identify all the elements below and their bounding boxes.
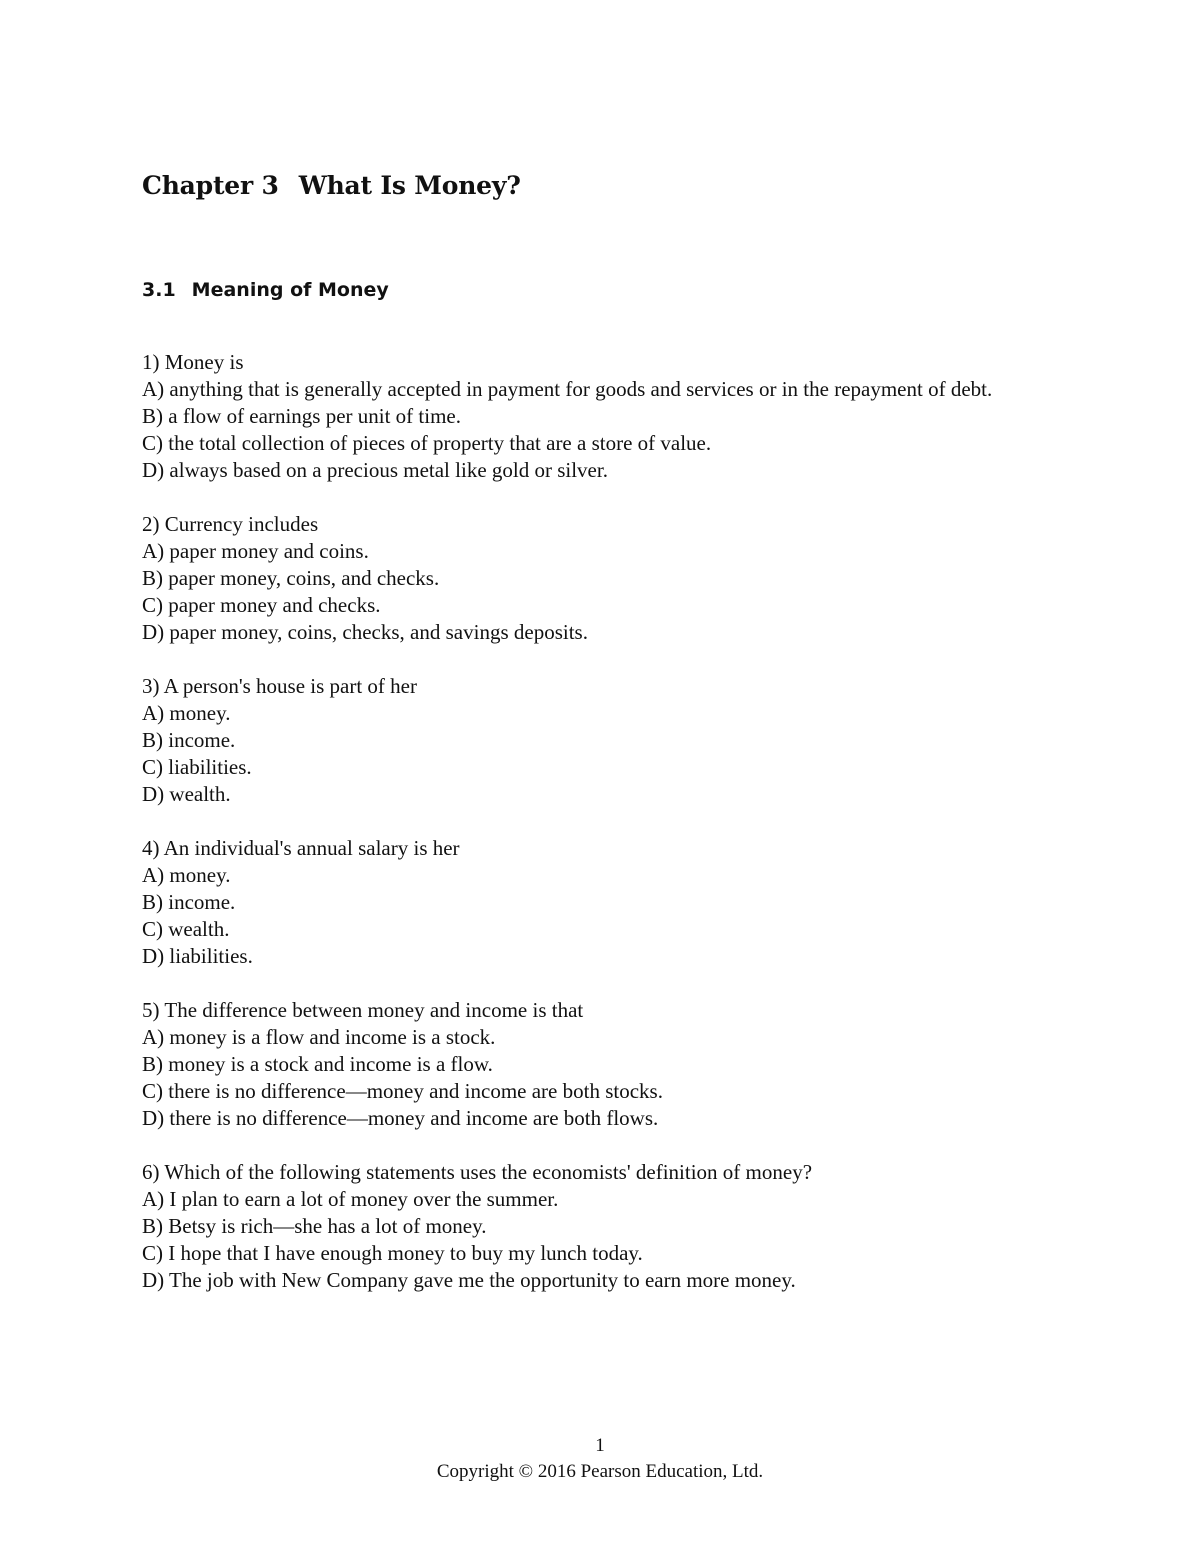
answer-option: B) a flow of earnings per unit of time. xyxy=(142,404,461,428)
answer-list xyxy=(142,1186,1062,1294)
answer-option: B) money is a stock and income is a flow. xyxy=(142,1052,493,1076)
answer-option: A) anything that is generally accepted in payment for goods and services or in the repayment of debt. xyxy=(142,377,993,401)
answer-list xyxy=(142,376,1062,484)
answer-option: B) income. xyxy=(142,890,236,914)
question-prompt: 5) The difference between money and income is that xyxy=(142,998,584,1022)
answer-option: A) money is a flow and income is a stock. xyxy=(142,1025,496,1049)
answer-option: D) liabilities. xyxy=(142,944,253,968)
answer-option: B) income. xyxy=(142,728,236,752)
answer-option: A) paper money and coins. xyxy=(142,539,369,563)
question-4 xyxy=(142,835,1062,970)
section-number: 3.1 xyxy=(142,279,176,301)
answer-option: C) wealth. xyxy=(142,917,230,941)
answer-list xyxy=(142,538,1062,646)
question-3 xyxy=(142,673,1062,808)
question-5 xyxy=(142,997,1062,1132)
copyright-notice: Copyright © 2016 Pearson Education, Ltd. xyxy=(436,1461,764,1482)
answer-option: C) there is no difference—money and income are both stocks. xyxy=(142,1079,663,1103)
section-title xyxy=(142,276,389,304)
question-list xyxy=(142,349,1062,1321)
chapter-title xyxy=(142,168,521,204)
question-prompt: 4) An individual's annual salary is her xyxy=(142,836,460,860)
question-prompt: 1) Money is xyxy=(142,350,244,374)
chapter-name: What Is Money? xyxy=(298,171,521,200)
answer-option: A) money. xyxy=(142,701,231,725)
answer-list xyxy=(142,700,1062,808)
section-name: Meaning of Money xyxy=(191,279,389,301)
question-prompt: 3) A person's house is part of her xyxy=(142,674,417,698)
answer-option: C) paper money and checks. xyxy=(142,593,381,617)
question-prompt: 6) Which of the following statements uses the economists' definition of money? xyxy=(142,1160,813,1184)
page-number: 1 xyxy=(595,1435,605,1456)
answer-list xyxy=(142,1024,1062,1132)
answer-option: D) always based on a precious metal like gold or silver. xyxy=(142,458,608,482)
answer-option: A) money. xyxy=(142,863,231,887)
question-2 xyxy=(142,511,1062,646)
question-prompt: 2) Currency includes xyxy=(142,512,319,536)
question-1 xyxy=(142,349,1062,484)
chapter-label: Chapter 3 xyxy=(142,171,279,200)
answer-option: D) paper money, coins, checks, and savings deposits. xyxy=(142,620,588,644)
answer-option: C) the total collection of pieces of property that are a store of value. xyxy=(142,431,712,455)
answer-option: C) liabilities. xyxy=(142,755,252,779)
answer-option: C) I hope that I have enough money to buy my lunch today. xyxy=(142,1241,643,1265)
answer-option: B) paper money, coins, and checks. xyxy=(142,566,440,590)
question-6 xyxy=(142,1159,1062,1294)
answer-option: D) there is no difference—money and income are both flows. xyxy=(142,1106,659,1130)
answer-list xyxy=(142,862,1062,970)
answer-option: D) The job with New Company gave me the opportunity to earn more money. xyxy=(142,1268,796,1292)
answer-option: B) Betsy is rich—she has a lot of money. xyxy=(142,1214,487,1238)
answer-option: A) I plan to earn a lot of money over the summer. xyxy=(142,1187,559,1211)
answer-option: D) wealth. xyxy=(142,782,231,806)
